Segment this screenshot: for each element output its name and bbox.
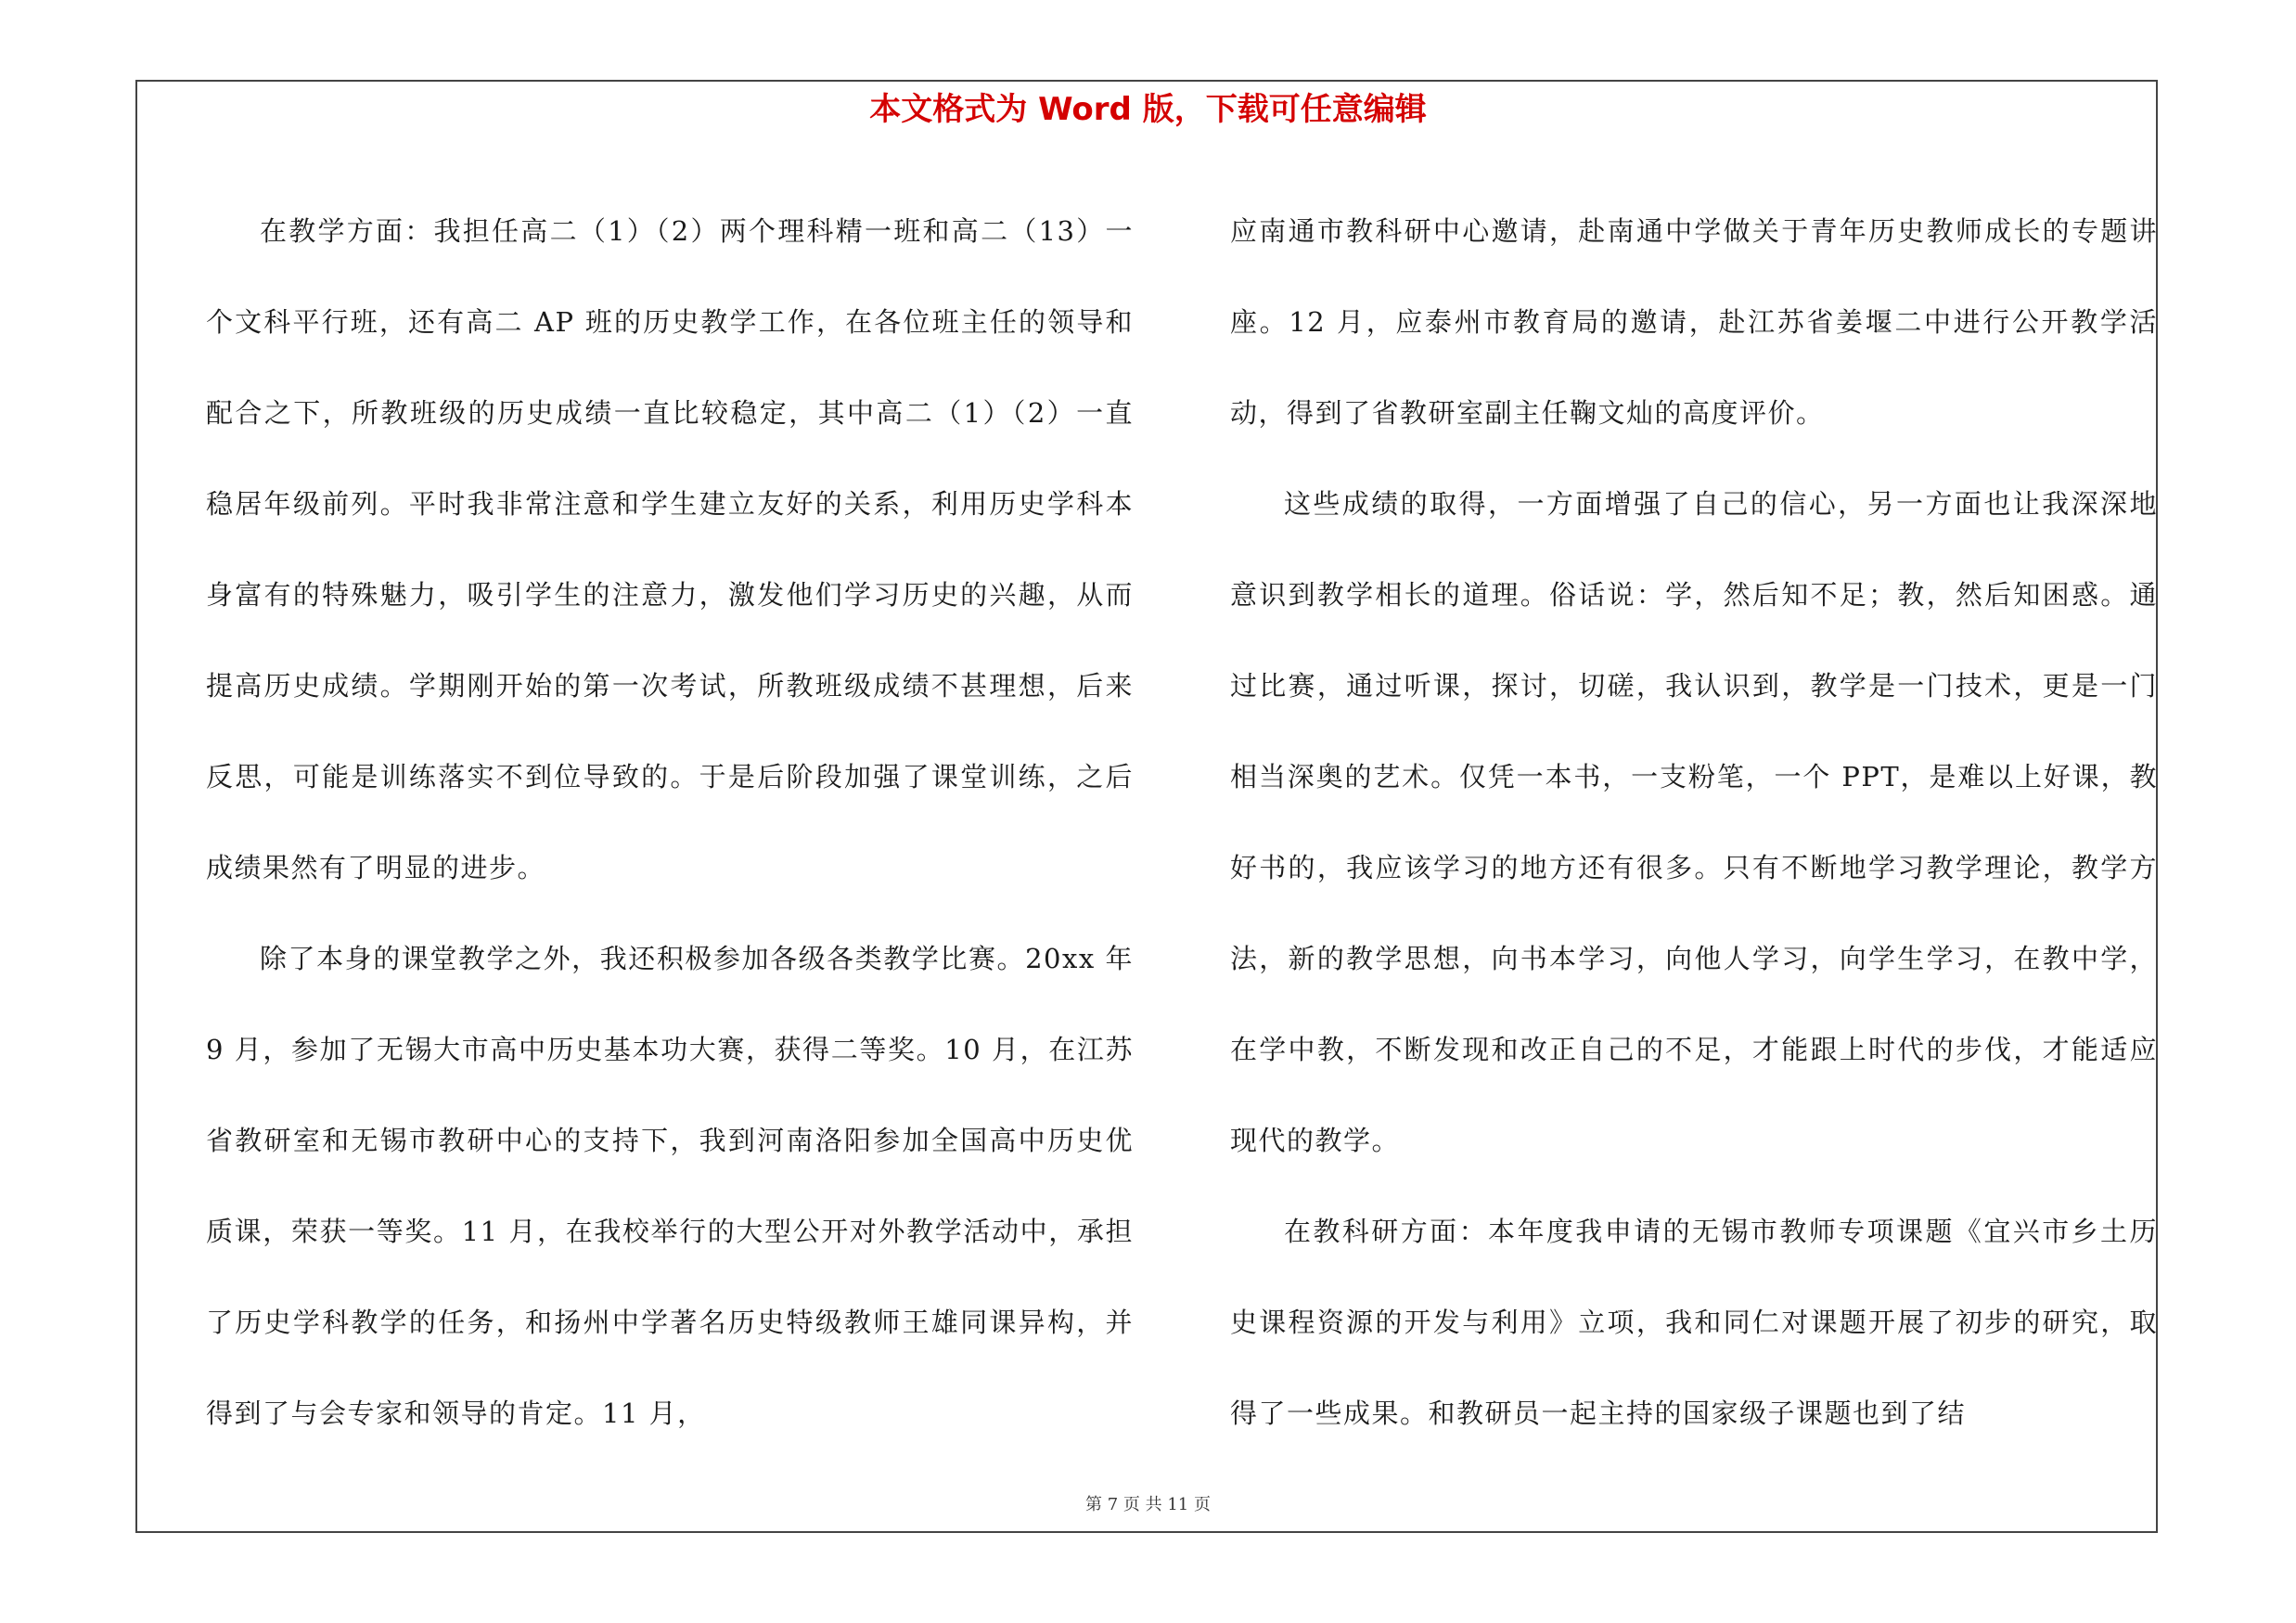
right-column [1230, 186, 2158, 1459]
page-number: 第 7 页 共 11 页 [1085, 1495, 1211, 1514]
paragraph-teaching: 在教学方面：我担任高二（1）（2）两个理科精一班和高二（13）一个文科平行班，还有高二 AP 班的历史教学工作，在各位班主任的领导和配合之下，所教班级的历史成绩一直比较稳定，其中高二（1）（2）一直稳居年级前列。平时我非常注意和学生建立友好的关系，利用历史学科本身富有的特殊魅力，吸引学生的注意力，激发他们学习历史的兴趣，从而提高历史成绩。学期刚开始的第一次考试，所教班级成绩不甚理想，后来反思，可能是训练落实不到位导致的。于是后阶段加强了课堂训练，之后成绩果然有了明显的进步。 [206, 215, 1134, 883]
paragraph-research: 在教科研方面：本年度我申请的无锡市教师专项课题《宜兴市乡土历史课程资源的开发与利用》立项，我和同仁对课题开展了初步的研究，取得了一些成果。和教研员一起主持的国家级子课题也到了结 [1230, 1216, 2158, 1429]
paragraph-reflection: 这些成绩的取得，一方面增强了自己的信心，另一方面也让我深深地意识到教学相长的道理。俗话说：学，然后知不足；教，然后知困惑。通过比赛，通过听课，探讨，切磋，我认识到，教学是一门技术，更是一门相当深奥的艺术。仅凭一本书，一支粉笔，一个 PPT，是难以上好课，教好书的，我应该学习的地方还有很多。只有不断地学习教学理论，教学方法，新的教学思想，向书本学习，向他人学习，向学生学习，在教中学，在学中教，不断发现和改正自己的不足，才能跟上时代的步伐，才能适应现代的教学。 [1230, 488, 2158, 1156]
word-format-banner: 本文格式为 Word 版，下载可任意编辑 [869, 91, 1427, 128]
paragraph-competitions: 除了本身的课堂教学之外，我还积极参加各级各类教学比赛。20xx 年 9 月，参加了无锡大市高中历史基本功大赛，获得二等奖。10 月，在江苏省教研室和无锡市教研中心的支持下，我到河南洛阳参加全国高中历史优质课，荣获一等奖。11 月，在我校举行的大型公开对外教学活动中，承担了历史学科教学的任务，和扬州中学著名历史特级教师王雄同课异构，并得到了与会专家和领导的肯定。11 月， [206, 943, 1134, 1429]
paragraph-competitions-continued: 应南通市教科研中心邀请，赴南通中学做关于青年历史教师成长的专题讲座。12 月，应泰州市教育局的邀请，赴江苏省姜堰二中进行公开教学活动，得到了省教研室副主任鞠文灿的高度评价。 [1230, 215, 2158, 429]
left-column [206, 186, 1134, 1459]
